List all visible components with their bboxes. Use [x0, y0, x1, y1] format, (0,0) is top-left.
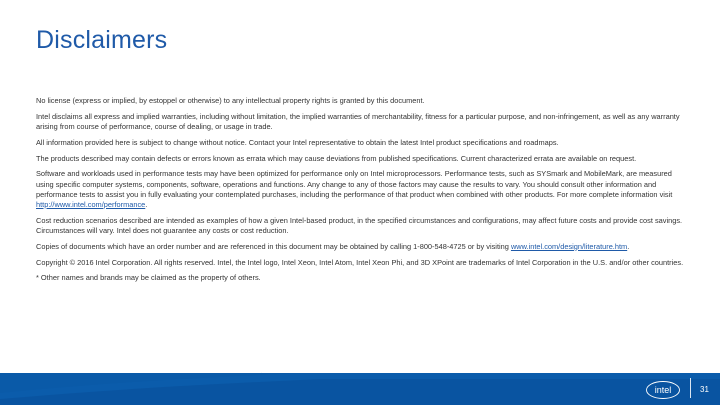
paragraph-copyright: Copyright © 2016 Intel Corporation. All rights reserved. Intel, the Intel logo, Intel Xeon, Intel Atom, Intel Xeon Phi, and 3D XPoint are trademarks of Intel Corporation in the U.S. and/or other countries. — [36, 257, 684, 267]
paragraph-cost-reduction: Cost reduction scenarios described are intended as examples of how a given Intel-based product, in the specified circumstances and configurations, may affect future costs and provide cost savings. Circumstances will vary. Intel does not guarantee any costs or cost reduction. — [36, 215, 683, 235]
page-number: 31 — [700, 385, 709, 394]
performance-period: . — [145, 200, 148, 209]
copies-text: Copies of documents which have an order number and are referenced in this document may be obtained by calling 1-800-548-4725 or by visiting — [36, 241, 509, 251]
paragraph-warranties: Intel disclaims all express and implied warranties, including without limitation, the implied warranties of merchantability, fitness for a particular purpose, and non-infringement, as well as any warranty arising from course of performance, course of dealing, or usage in trade. — [36, 111, 680, 131]
paragraph-change-notice: All information provided here is subject to change without notice. Contact your Intel representative to obtain the latest Intel product specifications and roadmaps. — [36, 137, 559, 147]
intel-logo-text: intel — [654, 385, 672, 395]
footer-bar — [0, 373, 720, 405]
slide-title: Disclaimers — [36, 26, 168, 54]
paragraph-errata: The products described may contain defects or errors known as errata which may cause deviations from published specifications. Current characterized errata are available on request. — [36, 153, 637, 163]
literature-period: . — [627, 241, 630, 251]
performance-text: Software and workloads used in performance tests may have been optimized for performance only on Intel microprocessors. Performance tests, such as SYSmark and MobileMark, are measured using specific computer systems, components, software, operations and functions. Any change to any of those factors may cause the results to vary. You should consult other information and performance tests to assist you in fully evaluating your contemplated purchases, including the performance of that product when combined with other products. For more complete information visit — [36, 169, 673, 199]
footer-divider — [690, 378, 691, 398]
paragraph-other-names: * Other names and brands may be claimed as the property of others. — [36, 273, 261, 283]
paragraph-license: No license (express or implied, by estoppel or otherwise) to any intellectual property rights is granted by this document. — [36, 96, 425, 105]
literature-link[interactable]: www.intel.com/design/literature.htm — [510, 241, 628, 251]
performance-link[interactable]: http://www.intel.com/performance — [36, 200, 146, 209]
intel-logo — [645, 380, 681, 400]
footer-swoosh-graphic — [0, 373, 720, 405]
